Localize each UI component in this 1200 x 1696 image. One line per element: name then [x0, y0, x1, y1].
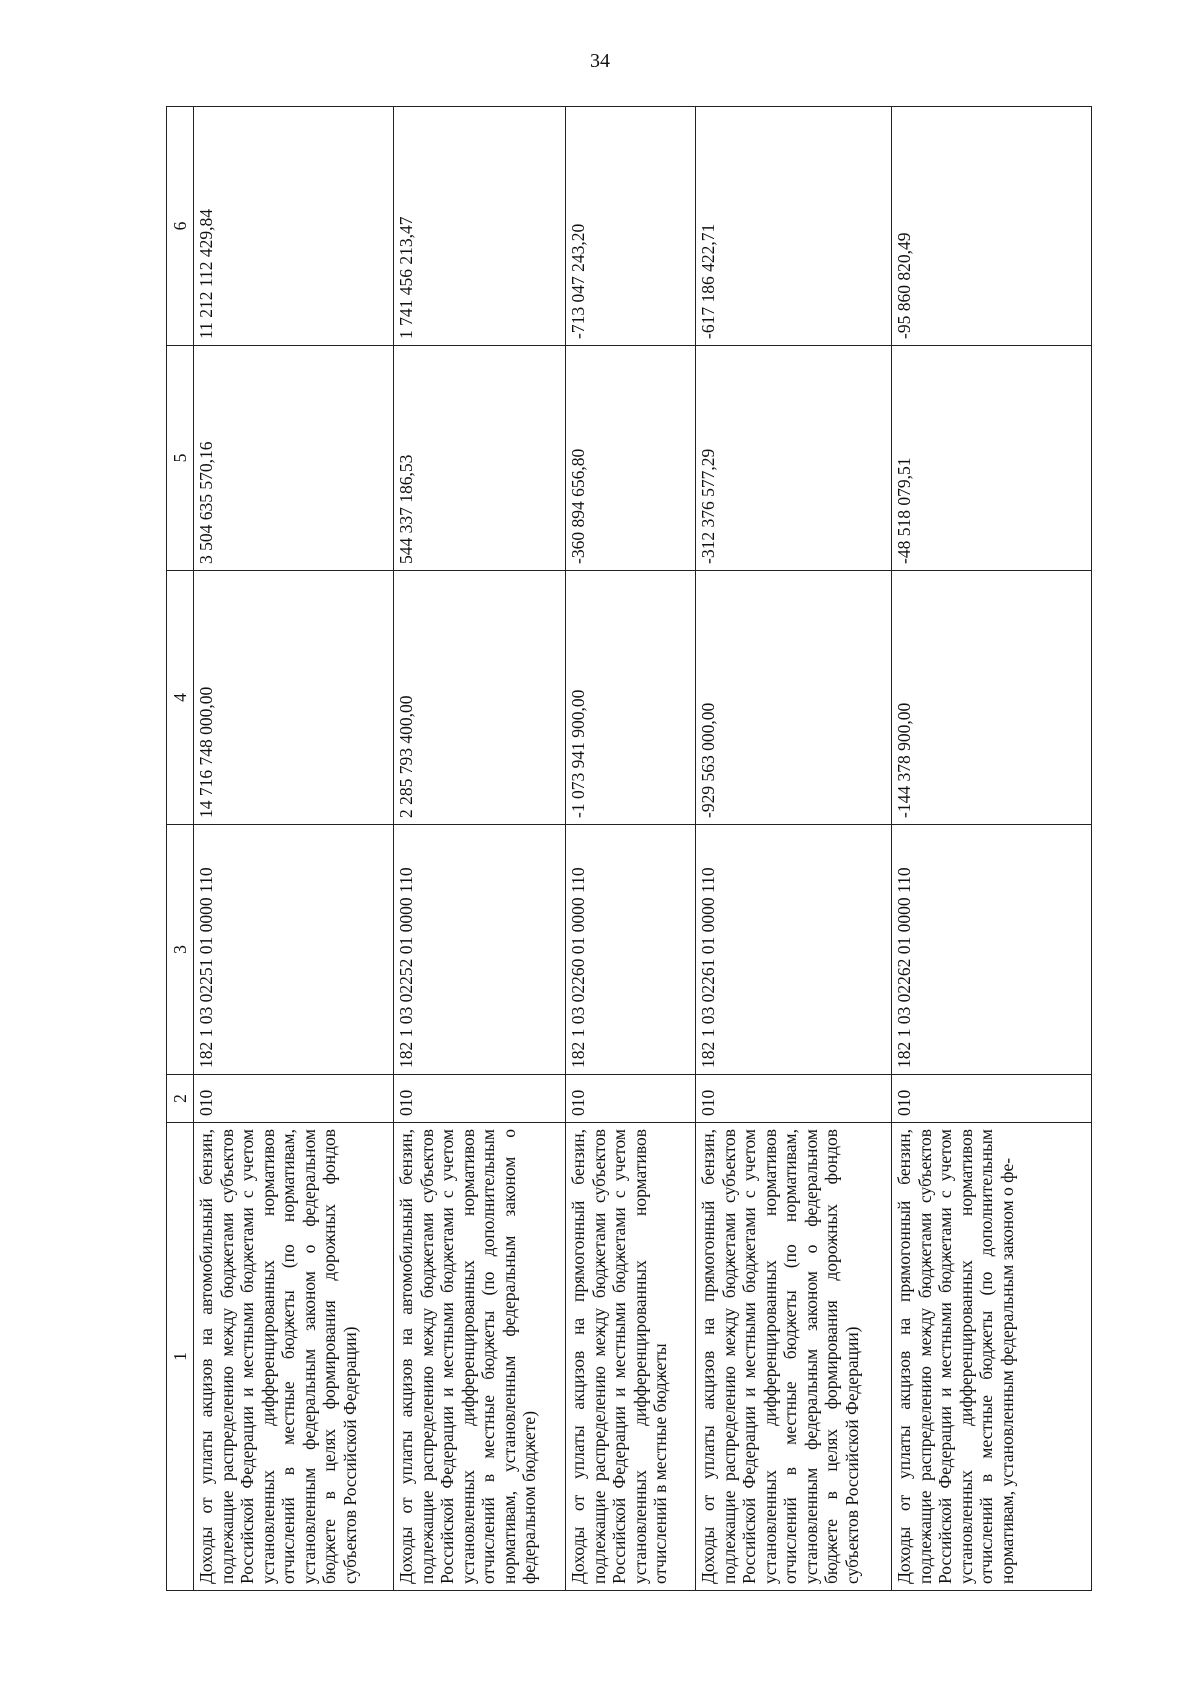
income-description-cell: Доходы от уплаты акцизов на автомобильный бензин, подлежащие распределению между бюджетами субъектов Российской Федерации и местными бюджетами с учетом установленных дифференцированных нормативов отчислений в местные бюджеты (по дополнительным нормативам, установленным федеральным законом о федеральном бюджете): [394, 1123, 566, 1591]
income-description-cell: Доходы от уплаты акцизов на прямогонный бензин, подлежащие распределению между бюджетами субъектов Российской Федерации и местными бюджетами с учетом установленных дифференцированных нормативов отчислений в местные бюджеты (по нормативам, установленным федеральным законом о федеральном бюджете в целях формирования дорожных фондов субъектов Российской Федерации): [696, 1123, 892, 1591]
column-number-header: 3: [167, 825, 194, 1075]
line-code-cell: 010: [696, 1075, 892, 1123]
budget-income-table: [166, 106, 1092, 1591]
budget-classification-code-cell: 182 1 03 02251 01 0000 110: [194, 825, 394, 1075]
table-row: [566, 107, 696, 1591]
budget-classification-code-cell: 182 1 03 02260 01 0000 110: [566, 825, 696, 1075]
line-code-cell: 010: [892, 1075, 1092, 1123]
column-number-header: 4: [167, 571, 194, 825]
approved-amount-cell: 2 285 793 400,00: [394, 571, 566, 825]
table-header-row: [167, 107, 194, 1591]
executed-amount-cell: -48 518 079,51: [892, 346, 1092, 571]
executed-amount-cell: 544 337 186,53: [394, 346, 566, 571]
unexecuted-amount-cell: -617 186 422,71: [696, 107, 892, 346]
table-row: [696, 107, 892, 1591]
executed-amount-cell: -360 894 656,80: [566, 346, 696, 571]
table-row: [892, 107, 1092, 1591]
line-code-cell: 010: [394, 1075, 566, 1123]
income-description-cell: Доходы от уплаты акцизов на прямогонный бензин, подлежащие распределению между бюджетами субъектов Российской Федерации и местными бюджетами с учетом установленных дифференцированных нормативов отчислений в местные бюджеты (по дополнительным нормативам, установленным федеральным законом о фе-: [892, 1123, 1092, 1591]
column-number-header: 5: [167, 346, 194, 571]
approved-amount-cell: 14 716 748 000,00: [194, 571, 394, 825]
column-number-header: 2: [167, 1075, 194, 1123]
unexecuted-amount-cell: -713 047 243,20: [566, 107, 696, 346]
approved-amount-cell: -144 378 900,00: [892, 571, 1092, 825]
table-row: [194, 107, 394, 1591]
unexecuted-amount-cell: 11 212 112 429,84: [194, 107, 394, 346]
line-code-cell: 010: [566, 1075, 696, 1123]
rotated-table-container: [166, 107, 1090, 1591]
line-code-cell: 010: [194, 1075, 394, 1123]
table-row: [394, 107, 566, 1591]
column-number-header: 1: [167, 1123, 194, 1591]
approved-amount-cell: -1 073 941 900,00: [566, 571, 696, 825]
income-description-cell: Доходы от уплаты акцизов на автомобильный бензин, подлежащие распределению между бюджетами субъектов Российской Федерации и местными бюджетами с учетом установленных дифференцированных нормативов отчислений в местные бюджеты (по нормативам, установленным федеральным законом о федеральном бюджете в целях формирования дорожных фондов субъектов Российской Федерации): [194, 1123, 394, 1591]
executed-amount-cell: 3 504 635 570,16: [194, 346, 394, 571]
column-number-header: 6: [167, 107, 194, 346]
income-description-cell: Доходы от уплаты акцизов на прямогонный бензин, подлежащие распределению между бюджетами субъектов Российской Федерации и местными бюджетами с учетом установленных дифференцированных нормативов отчислений в местные бюджеты: [566, 1123, 696, 1591]
executed-amount-cell: -312 376 577,29: [696, 346, 892, 571]
budget-classification-code-cell: 182 1 03 02261 01 0000 110: [696, 825, 892, 1075]
budget-classification-code-cell: 182 1 03 02262 01 0000 110: [892, 825, 1092, 1075]
unexecuted-amount-cell: -95 860 820,49: [892, 107, 1092, 346]
unexecuted-amount-cell: 1 741 456 213,47: [394, 107, 566, 346]
page-number: 34: [590, 50, 610, 72]
approved-amount-cell: -929 563 000,00: [696, 571, 892, 825]
budget-classification-code-cell: 182 1 03 02252 01 0000 110: [394, 825, 566, 1075]
